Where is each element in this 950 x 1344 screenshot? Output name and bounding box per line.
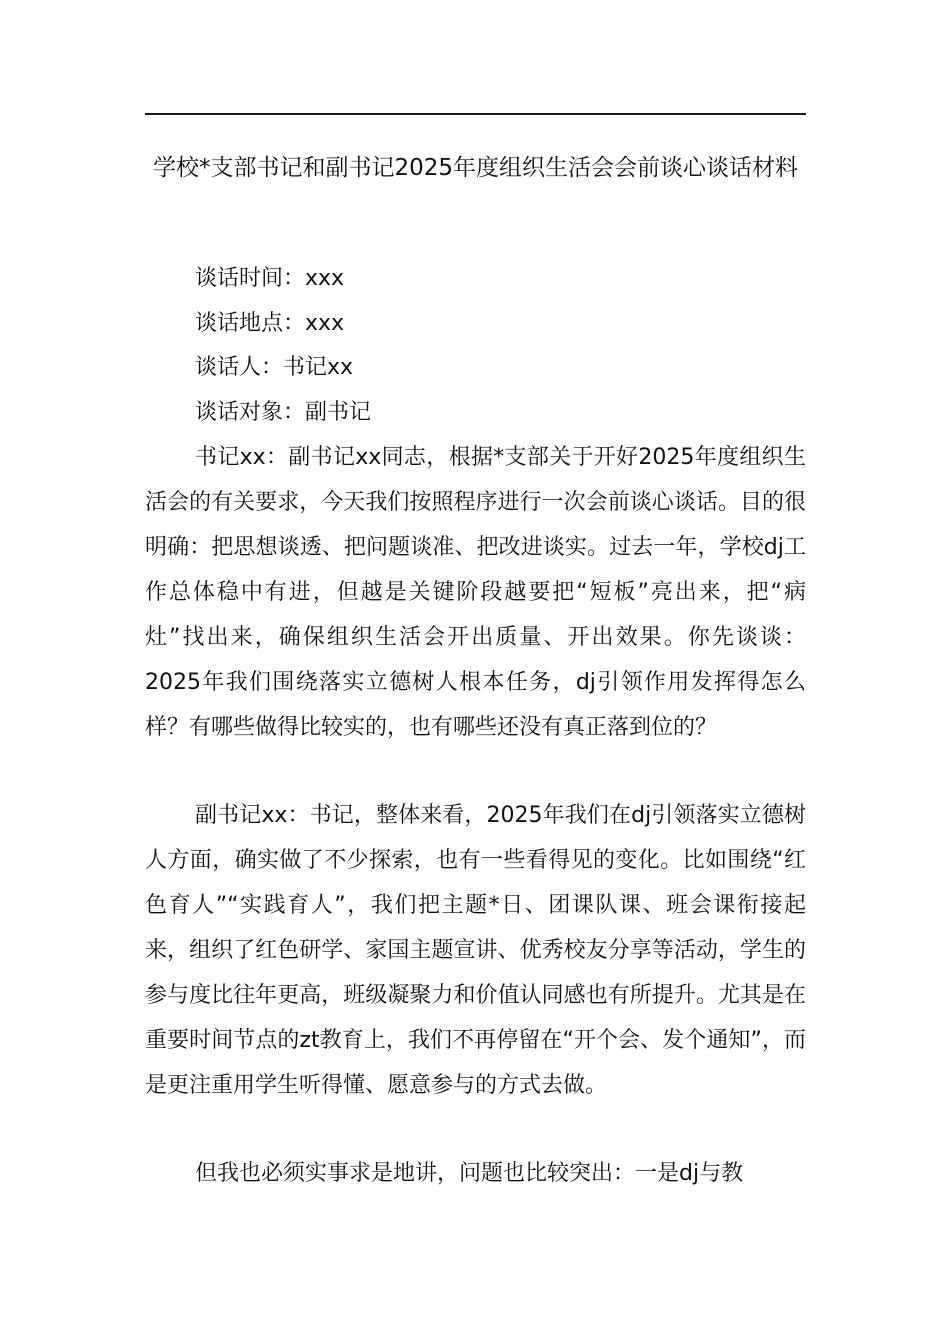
paragraph-deputy-response: 副书记xx：书记，整体来看，2025年我们在dj引领落实立德树人方面，确实做了不少探索，也有一些看得见的变化。比如围绕“红色育人”“实践育人”，我们把主题*日、团课队课、班会课衔接起来，组织了红色研学、家国主题宣讲、优秀校友分享等活动，学生的参与度比往年更高，班级凝聚力和价值认同感也有所提升。尤其是在重要时间节点的zt教育上，我们不再停留在“开个会、发个通知”，而是更注重用学生听得懂、愿意参与的方式去做。 [145, 803, 806, 1098]
meta-time: 谈话时间：xxx [195, 266, 345, 291]
meta-speaker: 谈话人：书记xx [195, 355, 354, 380]
meta-place: 谈话地点：xxx [195, 311, 345, 336]
meta-target: 谈话对象：副书记 [195, 400, 372, 425]
paragraph-problems-intro: 但我也必须实事求是地讲，问题也比较突出：一是dj与教 [195, 1161, 744, 1186]
document-title: 学校*支部书记和副书记2025年度组织生活会会前谈心谈话材料 [152, 155, 799, 181]
paragraph-secretary-opening: 书记xx：副书记xx同志，根据*支部关于开好2025年度组织生活会的有关要求，今天我们按照程序进行一次会前谈心谈话。目的很明确：把思想谈透、把问题谈准、把改进谈实。过去一年，学校dj工作总体稳中有进，但越是关键阶段越要把“短板”亮出来，把“病灶”找出来，确保组织生活会开出质量、开出效果。你先谈谈：2025年我们围绕落实立德树人根本任务，dj引领作用发挥得怎么样？有哪些做得比较实的，也有哪些还没有真正落到位的？ [145, 445, 806, 740]
header-rule [145, 113, 806, 115]
